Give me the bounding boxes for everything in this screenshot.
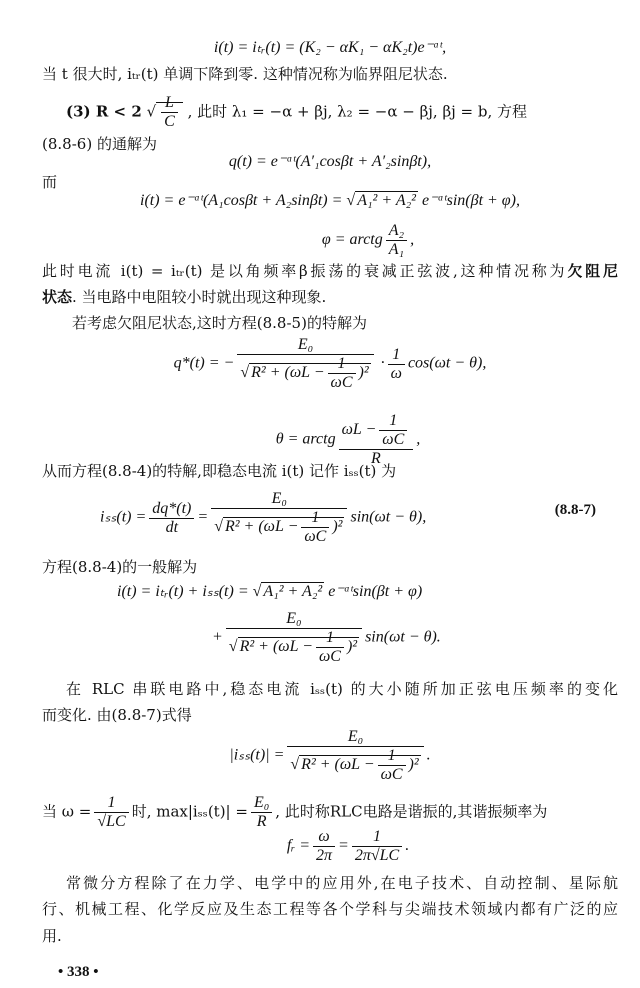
paragraph-critical-damping: 当 t 很大时, iₜᵣ(t) 单调下降到零. 这种情况称为临界阻尼状态. — [42, 65, 448, 83]
denominator: ωC — [380, 766, 403, 783]
word-and: 而 — [42, 173, 58, 191]
denominator: 2π — [316, 847, 333, 864]
eq-part: i(t) = e⁻ᵅᵗ(A₁cosβt + A₂sinβt) = — [140, 192, 347, 209]
eq-part: φ = arctg — [321, 231, 383, 249]
eq-part: θ = arctg — [275, 430, 336, 448]
equation-general-solution: i(t) = iₜᵣ(t) + iₛₛ(t) = √ A₁² + A₂² e⁻ᵅᵗsin(βt + φ) — [117, 583, 423, 600]
numerator: 1 — [378, 747, 406, 766]
paragraph-applications-end: 用. — [42, 927, 62, 945]
numerator: 1 — [301, 509, 329, 528]
numerator: 1 — [328, 355, 356, 374]
denominator: LC — [379, 847, 400, 864]
numerator: 1 — [352, 828, 402, 847]
numerator: 1 — [316, 629, 344, 648]
numerator: ω — [313, 828, 335, 847]
radicand: )² — [408, 756, 419, 774]
text: 当 ω = — [42, 802, 92, 821]
numerator: 1 — [94, 794, 128, 813]
bold-term: 状态 — [42, 288, 73, 306]
bold-term: 欠阻尼 — [567, 262, 618, 280]
eq-part: q*(t) = − — [173, 354, 235, 372]
paragraph-general-solution: 方程(8.8-4)的一般解为 — [42, 558, 198, 576]
eq-part: . — [405, 837, 410, 855]
equation-critical-damping-current: i(t) = iₜᵣ(t) = (K₂ − αK₁ − αK₂t)e⁻ᵅᵗ, — [213, 39, 447, 56]
case-3-roots: , 此时 λ₁ = −α + βj, λ₂ = −α − βj, βj = b, 方程 — [187, 102, 528, 121]
numerator: 1 — [379, 412, 407, 431]
radicand: R² + (ωL − — [251, 364, 325, 382]
radicand: A₁² + A₂² — [357, 192, 416, 209]
paragraph-underdamped — [42, 261, 618, 281]
numerator: E₀ — [287, 728, 423, 747]
paragraph-steady-state: 从而方程(8.8-4)的特解,即稳态电流 i(t) 记作 iₛₛ(t) 为 — [42, 462, 397, 480]
equation-q-star: q*(t) = − E₀ √ R² + (ωL − $\frac{1}{\omega C}$ )² · $\frac{1}{\omega}$ cos(ωt − θ), — [173, 336, 487, 391]
paragraph-applications: 常微分方程除了在力学、电学中的应用外,在电子技术、自动控制、星际航 — [66, 874, 618, 892]
denominator: ωC — [318, 648, 341, 665]
eq-part: fᵣ = — [286, 837, 310, 855]
sqrt: √ A₁² + A₂² — [346, 192, 416, 209]
radicand: R² + (ωL − — [301, 756, 375, 774]
text: , 此时称RLC电路是谐振的,其谐振频率为 — [275, 802, 548, 821]
eq-part: sin(ωt − θ), — [350, 508, 427, 526]
radicand: R² + (ωL − — [224, 518, 299, 536]
page-number: • 338 • — [58, 964, 99, 980]
denominator: ωC — [330, 374, 353, 391]
text: . 当电路中电阻较小时就出现这种现象. — [72, 288, 327, 306]
radicand: )² — [346, 638, 358, 656]
radicand: A₁² + A₂² — [263, 583, 323, 600]
paragraph-general-solution-intro: (8.8-6) 的通解为 — [42, 135, 157, 153]
paragraph-rlc-cont: 而变化. 由(8.8-7)式得 — [42, 706, 192, 724]
denominator: A₁ — [388, 241, 405, 258]
eq-part: sin(ωt − θ). — [365, 628, 441, 646]
eq-part: e⁻ᵅᵗsin(βt + φ), — [421, 192, 520, 209]
equation-theta — [60, 412, 636, 468]
equation-q-t: q(t) = e⁻ᵅᵗ(A′₁cosβt + A′₂sinβt), — [228, 153, 432, 170]
paragraph-resonance: 当 ω = $\frac{1}{√LC}$ 时, max|iₛₛ(t)| = $\frac{\text{E₀}}{R}$ , 此时称RLC电路是谐振的,其谐振频率为 — [42, 794, 548, 830]
denominator: ω — [390, 364, 402, 382]
paragraph-underdamped-cont — [42, 287, 618, 307]
equation-general-solution-cont: + E₀ √ R² + (ωL − $\frac{1}{\omega C}$ )² sin(ωt − θ). — [212, 610, 441, 665]
radicand: )² — [332, 518, 343, 536]
eq-part: . — [426, 746, 431, 764]
text: 时, max|iₛₛ(t)| = — [131, 802, 248, 821]
radicand: )² — [358, 364, 369, 382]
numerator: L — [161, 94, 178, 113]
eq-part: iₛₛ(t) = — [100, 508, 147, 526]
text: 此时电流 i(t) = iₜᵣ(t) 是以角频率β振荡的衰减正弦波,这种情况称为 — [42, 262, 568, 280]
numerator: A₂ — [386, 222, 407, 241]
eq-part: + — [212, 628, 223, 646]
numerator: 1 — [388, 346, 405, 365]
numerator: E₀ — [251, 794, 272, 813]
equation-resonant-frequency: fᵣ = $\frac{\omega}{2\pi}$ = $\frac{1}{2\pi√LC}$ . — [286, 828, 410, 864]
equation-phi — [80, 222, 640, 259]
case-3-condition: (3) R < 2 — [66, 102, 142, 121]
paragraph-case-3 — [66, 94, 618, 131]
numerator: dq*(t) — [149, 500, 194, 519]
equation-abs-iss: |iₛₛ(t)| = E₀ √ R² + (ωL − $\frac{1}{\omega C}$ )² . — [229, 728, 431, 783]
eq-part: = — [338, 837, 349, 855]
equation-i-t-underdamped — [42, 191, 618, 211]
paragraph-applications-cont: 行、机械工程、化学反应及生态工程等各个学科与尖端技术领域内都有广泛的应 — [42, 900, 618, 918]
eq-part: e⁻ᵅᵗsin(βt + φ) — [328, 583, 423, 600]
equation-body: iₛₛ(t) = $\frac{dq*(t)}{dt}$ = E₀ √ R² + (ωL − $\frac{1}{\omega C}$ )² sin(ωt − θ), — [100, 490, 427, 545]
paragraph-particular-solution: 若考虑欠阻尼状态,这时方程(8.8-5)的特解为 — [72, 314, 367, 332]
radicand: R² + (ωL − — [239, 638, 313, 656]
numerator: E₀ — [226, 610, 362, 629]
eq-part: · — [380, 354, 385, 372]
eq-part: cos(ωt − θ), — [407, 354, 487, 372]
eq-part: , — [416, 430, 421, 448]
denominator: LC — [106, 813, 126, 830]
denominator: R — [256, 813, 267, 830]
denominator: dt — [165, 518, 179, 536]
denominator: R — [371, 450, 381, 467]
denominator: 2π — [354, 847, 371, 864]
numerator: E₀ — [237, 336, 373, 355]
eq-part: |iₛₛ(t)| = — [229, 746, 285, 764]
paragraph-rlc: 在 RLC 串联电路中,稳态电流 iₛₛ(t) 的大小随所加正弦电压频率的变化 — [66, 680, 618, 698]
equation-number: (8.8-7) — [554, 502, 596, 518]
numerator: ωL − — [341, 421, 377, 439]
denominator: ωC — [304, 528, 327, 545]
numerator: E₀ — [211, 490, 347, 509]
denominator: ωC — [382, 431, 405, 448]
denominator: C — [164, 113, 175, 130]
eq-part: = — [197, 508, 209, 526]
eq-part: , — [410, 231, 415, 249]
sqrt-l-over-c: √ $\frac{L}{C}$ — [147, 94, 183, 131]
eq-part: i(t) = iₜᵣ(t) + iₛₛ(t) = — [117, 583, 253, 600]
